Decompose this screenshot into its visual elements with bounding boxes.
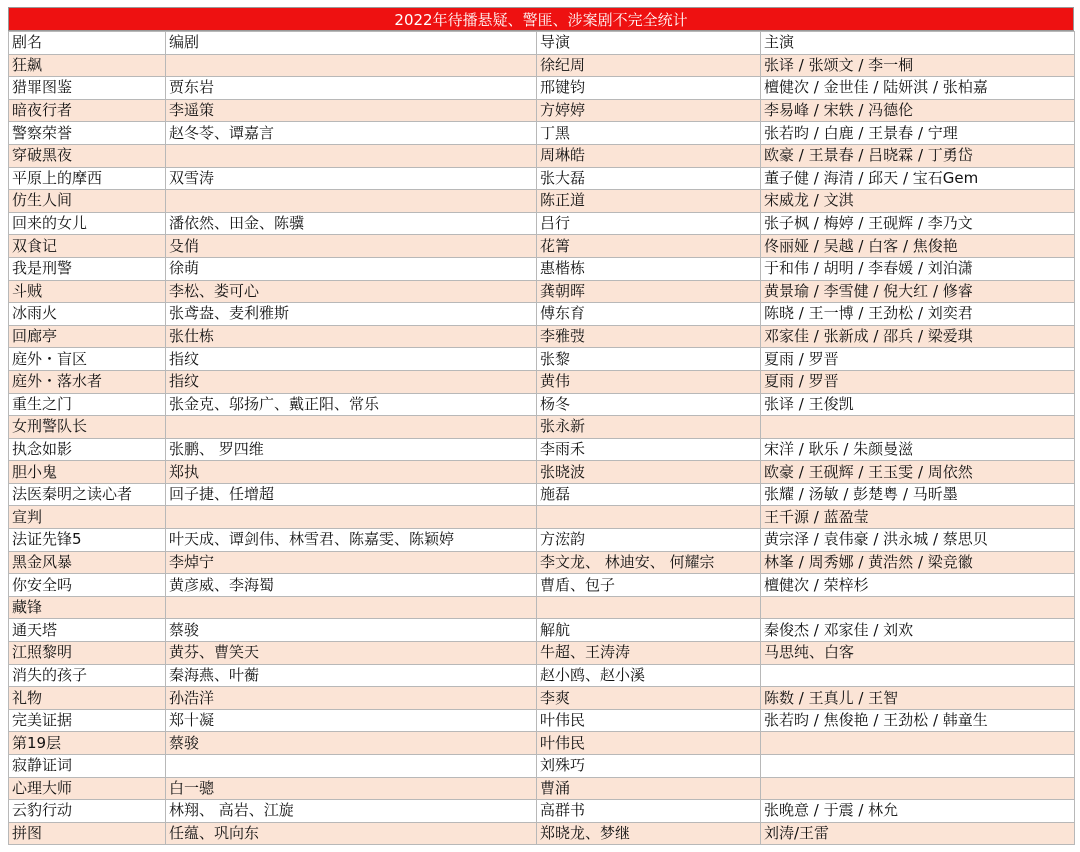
director-cell: 张大磊 xyxy=(537,167,761,190)
director-cell: 叶伟民 xyxy=(537,732,761,755)
cast-cell: 佟丽娅 / 吴越 / 白客 / 焦俊艳 xyxy=(761,235,1075,258)
director-cell: 赵小鸥、赵小溪 xyxy=(537,664,761,687)
drama-table-sheet xyxy=(8,7,1074,845)
drama-title-cell: 执念如影 xyxy=(9,438,166,461)
writer-cell: 秦海燕、叶蘅 xyxy=(166,664,537,687)
director-cell: 丁黑 xyxy=(537,122,761,145)
drama-title-cell: 江照黎明 xyxy=(9,642,166,665)
director-cell: 周琳皓 xyxy=(537,144,761,167)
drama-title-cell: 双食记 xyxy=(9,235,166,258)
drama-title-cell: 法证先锋5 xyxy=(9,529,166,552)
writer-cell: 蔡骏 xyxy=(166,619,537,642)
drama-title-cell: 藏锋 xyxy=(9,596,166,619)
writer-cell: 李焯宁 xyxy=(166,551,537,574)
drama-title-cell: 冰雨火 xyxy=(9,303,166,326)
writer-cell: 回子捷、任增超 xyxy=(166,483,537,506)
table-row xyxy=(9,99,1075,122)
writer-cell: 李松、娄可心 xyxy=(166,280,537,303)
cast-cell: 林峯 / 周秀娜 / 黄浩然 / 梁竞徽 xyxy=(761,551,1075,574)
writer-cell: 指纹 xyxy=(166,370,537,393)
director-cell: 曹涌 xyxy=(537,777,761,800)
director-cell: 方浤韵 xyxy=(537,529,761,552)
writer-cell: 任蕴、巩向东 xyxy=(166,822,537,845)
cast-cell: 张若昀 / 焦俊艳 / 王劲松 / 韩童生 xyxy=(761,709,1075,732)
writer-cell: 黄彦威、李海蜀 xyxy=(166,574,537,597)
cast-cell: 张子枫 / 梅婷 / 王砚辉 / 李乃文 xyxy=(761,212,1075,235)
writer-cell: 郑执 xyxy=(166,461,537,484)
writer-cell xyxy=(166,416,537,439)
director-cell: 叶伟民 xyxy=(537,709,761,732)
writer-cell: 双雪涛 xyxy=(166,167,537,190)
table-row xyxy=(9,416,1075,439)
writer-cell xyxy=(166,506,537,529)
writer-cell: 黄芬、曹笑天 xyxy=(166,642,537,665)
cast-cell xyxy=(761,777,1075,800)
cast-cell: 邓家佳 / 张新成 / 邵兵 / 梁爱琪 xyxy=(761,325,1075,348)
cast-cell: 宋洋 / 耿乐 / 朱颜曼滋 xyxy=(761,438,1075,461)
cast-cell: 黄宗泽 / 袁伟豪 / 洪永城 / 蔡思贝 xyxy=(761,529,1075,552)
cast-cell: 宋威龙 / 文淇 xyxy=(761,190,1075,213)
table-row xyxy=(9,574,1075,597)
director-cell xyxy=(537,596,761,619)
table-row xyxy=(9,167,1075,190)
cast-cell: 马思纯、白客 xyxy=(761,642,1075,665)
cast-cell: 董子健 / 海清 / 邱天 / 宝石Gem xyxy=(761,167,1075,190)
director-cell: 杨冬 xyxy=(537,393,761,416)
writer-cell: 赵冬苓、谭嘉言 xyxy=(166,122,537,145)
table-row xyxy=(9,122,1075,145)
drama-title-cell: 拼图 xyxy=(9,822,166,845)
drama-title-cell: 庭外・盲区 xyxy=(9,348,166,371)
drama-title-cell: 消失的孩子 xyxy=(9,664,166,687)
cast-cell xyxy=(761,664,1075,687)
table-row xyxy=(9,551,1075,574)
director-cell: 曹盾、包子 xyxy=(537,574,761,597)
writer-cell xyxy=(166,596,537,619)
table-row xyxy=(9,642,1075,665)
header-writer: 编剧 xyxy=(166,32,537,55)
director-cell xyxy=(537,506,761,529)
drama-title-cell: 黑金风暴 xyxy=(9,551,166,574)
director-cell: 施磊 xyxy=(537,483,761,506)
table-row xyxy=(9,461,1075,484)
table-row xyxy=(9,664,1075,687)
director-cell: 吕行 xyxy=(537,212,761,235)
director-cell: 傅东育 xyxy=(537,303,761,326)
table-row xyxy=(9,280,1075,303)
writer-cell: 张鸢盎、麦利雅斯 xyxy=(166,303,537,326)
table-row xyxy=(9,190,1075,213)
cast-cell: 张译 / 张颂文 / 李一桐 xyxy=(761,54,1075,77)
writer-cell xyxy=(166,190,537,213)
drama-title-cell: 你安全吗 xyxy=(9,574,166,597)
cast-cell: 陈数 / 王真儿 / 王智 xyxy=(761,687,1075,710)
table-row xyxy=(9,777,1075,800)
director-cell: 张晓波 xyxy=(537,461,761,484)
cast-cell xyxy=(761,755,1075,778)
drama-title-cell: 回来的女儿 xyxy=(9,212,166,235)
drama-title-cell: 胆小鬼 xyxy=(9,461,166,484)
director-cell: 郑晓龙、梦继 xyxy=(537,822,761,845)
drama-title-cell: 狂飙 xyxy=(9,54,166,77)
header-director: 导演 xyxy=(537,32,761,55)
table-row xyxy=(9,438,1075,461)
table-row xyxy=(9,393,1075,416)
director-cell: 张永新 xyxy=(537,416,761,439)
director-cell: 花箐 xyxy=(537,235,761,258)
director-cell: 高群书 xyxy=(537,800,761,823)
writer-cell: 孙浩洋 xyxy=(166,687,537,710)
drama-title-cell: 庭外・落水者 xyxy=(9,370,166,393)
cast-cell: 张耀 / 汤敏 / 彭楚粤 / 马昕墨 xyxy=(761,483,1075,506)
table-row xyxy=(9,483,1075,506)
writer-cell: 张仕栋 xyxy=(166,325,537,348)
director-cell: 解航 xyxy=(537,619,761,642)
cast-cell: 刘涛/王雷 xyxy=(761,822,1075,845)
drama-title-cell: 通天塔 xyxy=(9,619,166,642)
writer-cell: 蔡骏 xyxy=(166,732,537,755)
drama-title-cell: 完美证据 xyxy=(9,709,166,732)
director-cell: 张黎 xyxy=(537,348,761,371)
drama-title-cell: 礼物 xyxy=(9,687,166,710)
director-cell: 李雨禾 xyxy=(537,438,761,461)
writer-cell: 张金克、邬扬广、戴正阳、常乐 xyxy=(166,393,537,416)
cast-cell xyxy=(761,732,1075,755)
table-row xyxy=(9,77,1075,100)
director-cell: 方婷婷 xyxy=(537,99,761,122)
cast-cell: 檀健次 / 金世佳 / 陆妍淇 / 张柏嘉 xyxy=(761,77,1075,100)
director-cell: 黄伟 xyxy=(537,370,761,393)
drama-title-cell: 重生之门 xyxy=(9,393,166,416)
drama-title-cell: 云豹行动 xyxy=(9,800,166,823)
table-row xyxy=(9,370,1075,393)
header-row xyxy=(9,32,1075,55)
director-cell: 惠楷栋 xyxy=(537,257,761,280)
writer-cell: 贾东岩 xyxy=(166,77,537,100)
director-cell: 陈正道 xyxy=(537,190,761,213)
table-row xyxy=(9,303,1075,326)
writer-cell xyxy=(166,755,537,778)
writer-cell: 张鹏、 罗四维 xyxy=(166,438,537,461)
cast-cell: 张译 / 王俊凯 xyxy=(761,393,1075,416)
cast-cell: 张若昀 / 白鹿 / 王景春 / 宁理 xyxy=(761,122,1075,145)
writer-cell xyxy=(166,54,537,77)
cast-cell: 夏雨 / 罗晋 xyxy=(761,348,1075,371)
table-row xyxy=(9,619,1075,642)
cast-cell: 王千源 / 蓝盈莹 xyxy=(761,506,1075,529)
table-row xyxy=(9,596,1075,619)
table-title: 2022年待播悬疑、警匪、涉案剧不完全统计 xyxy=(8,7,1074,31)
cast-cell: 秦俊杰 / 邓家佳 / 刘欢 xyxy=(761,619,1075,642)
table-row xyxy=(9,529,1075,552)
table-row xyxy=(9,506,1075,529)
cast-cell: 李易峰 / 宋轶 / 冯德伦 xyxy=(761,99,1075,122)
table-row xyxy=(9,54,1075,77)
header-cast: 主演 xyxy=(761,32,1075,55)
table-row xyxy=(9,257,1075,280)
drama-title-cell: 平原上的摩西 xyxy=(9,167,166,190)
writer-cell: 白一骢 xyxy=(166,777,537,800)
table-row xyxy=(9,709,1075,732)
cast-cell xyxy=(761,416,1075,439)
writer-cell: 指纹 xyxy=(166,348,537,371)
table-row xyxy=(9,755,1075,778)
table-row xyxy=(9,348,1075,371)
drama-title-cell: 暗夜行者 xyxy=(9,99,166,122)
drama-title-cell: 法医秦明之读心者 xyxy=(9,483,166,506)
table-row xyxy=(9,144,1075,167)
table-row xyxy=(9,687,1075,710)
director-cell: 邢键钧 xyxy=(537,77,761,100)
cast-cell xyxy=(761,596,1075,619)
cast-cell: 欧豪 / 王景春 / 吕晓霖 / 丁勇岱 xyxy=(761,144,1075,167)
writer-cell: 殳俏 xyxy=(166,235,537,258)
drama-title-cell: 我是刑警 xyxy=(9,257,166,280)
drama-title-cell: 猎罪图鉴 xyxy=(9,77,166,100)
writer-cell: 李遥策 xyxy=(166,99,537,122)
cast-cell: 欧豪 / 王砚辉 / 王玉雯 / 周依然 xyxy=(761,461,1075,484)
drama-title-cell: 心理大师 xyxy=(9,777,166,800)
drama-title-cell: 穿破黑夜 xyxy=(9,144,166,167)
cast-cell: 檀健次 / 荣梓杉 xyxy=(761,574,1075,597)
drama-title-cell: 女刑警队长 xyxy=(9,416,166,439)
director-cell: 徐纪周 xyxy=(537,54,761,77)
writer-cell: 林翔、 高岩、江旋 xyxy=(166,800,537,823)
director-cell: 龚朝晖 xyxy=(537,280,761,303)
cast-cell: 于和伟 / 胡明 / 李春媛 / 刘泊潇 xyxy=(761,257,1075,280)
table-row xyxy=(9,325,1075,348)
writer-cell: 叶天成、谭剑伟、林雪君、陈嘉雯、陈颖婷 xyxy=(166,529,537,552)
table-row xyxy=(9,212,1075,235)
director-cell: 牛超、王涛涛 xyxy=(537,642,761,665)
table-row xyxy=(9,800,1075,823)
drama-title-cell: 第19层 xyxy=(9,732,166,755)
table-row xyxy=(9,235,1075,258)
drama-title-cell: 寂静证词 xyxy=(9,755,166,778)
cast-cell: 夏雨 / 罗晋 xyxy=(761,370,1075,393)
cast-cell: 陈晓 / 王一博 / 王劲松 / 刘奕君 xyxy=(761,303,1075,326)
header-title: 剧名 xyxy=(9,32,166,55)
director-cell: 李雅弢 xyxy=(537,325,761,348)
table-row xyxy=(9,822,1075,845)
writer-cell: 郑十凝 xyxy=(166,709,537,732)
writer-cell xyxy=(166,144,537,167)
drama-title-cell: 斗贼 xyxy=(9,280,166,303)
drama-title-cell: 宣判 xyxy=(9,506,166,529)
drama-title-cell: 警察荣誉 xyxy=(9,122,166,145)
director-cell: 李爽 xyxy=(537,687,761,710)
director-cell: 刘殊巧 xyxy=(537,755,761,778)
director-cell: 李文龙、 林迪安、 何耀宗 xyxy=(537,551,761,574)
writer-cell: 徐萌 xyxy=(166,257,537,280)
drama-title-cell: 回廊亭 xyxy=(9,325,166,348)
writer-cell: 潘依然、田金、陈骥 xyxy=(166,212,537,235)
cast-cell: 黄景瑜 / 李雪健 / 倪大红 / 修睿 xyxy=(761,280,1075,303)
cast-cell: 张晚意 / 于震 / 林允 xyxy=(761,800,1075,823)
table-row xyxy=(9,732,1075,755)
drama-table xyxy=(8,31,1075,845)
drama-title-cell: 仿生人间 xyxy=(9,190,166,213)
